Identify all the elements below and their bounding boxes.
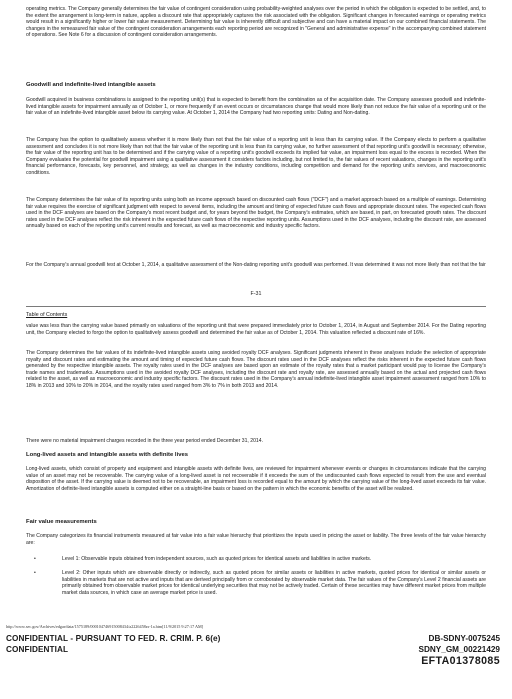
goodwill-paragraph-4: For the Company's annual goodwill test at October 1, 2014, a qualitative assessment of the Non-dating reporting unit's goodwill was performed. It was determined it was not more likely than not that the fair <box>26 262 486 268</box>
long-lived-paragraph: Long-lived assets, which consist of property and equipment and intangible assets with definite lives, are reviewed for impairment whenever events or changes in circumstances indicate that the carrying value of an asset may not be recoverable. The carrying value of a long-lived asset is not recoverable if it exceeds the sum of the undiscounted cash flows expected to result from the use and eventual disposition of the asset. If the carrying value is deemed not to be recoverable, an impairment loss is recorded equal to the amount by which the carrying value of the long-lived asset exceeds its fair value. Amortization of definite-lived intangible assets is computed either on a straight-line basis or based on the pattern in which the economic benefits of the asset will be realized. <box>26 466 486 492</box>
fair-value-heading: Fair value measurements <box>26 519 97 525</box>
goodwill-continued-paragraph: value was less than the carrying value based primarily on valuations of the reporting unit that were prepared immediately prior to October 1, 2014, in August and September 2014. For the Dating reporting unit, the Company elected to forgo the option to qualitatively assess goodwill and determined the fair value as of October 1, 2014. This valuation reflected a discount rate of 16%. <box>26 323 486 336</box>
bullet-mark: • <box>34 556 36 562</box>
table-of-contents-link[interactable]: Table of Contents <box>26 312 68 318</box>
goodwill-paragraph-1: Goodwill acquired in business combinations is assigned to the reporting unit(s) that is expected to benefit from the combination as of the acquisition date. The Company assesses goodwill and indefinite-lived intangible assets for impairment annually as of October 1, or more frequently if an event occurs or circumstances change that would more likely than not reduce the fair value of a reporting unit or the fair value of an indefinite-lived intangible asset below its carrying value. At October 1, 2014 the Company had two reporting units: Dating and Non-dating. <box>26 97 486 117</box>
doc-id-sdny-gm: SDNY_GM_00221429 <box>418 645 500 654</box>
fair-value-intro: The Company categorizes its financial instruments measured at fair value into a fair value hierarchy that prioritizes the inputs used in pricing the asset or liability. The three levels of the fair value hierarchy are: <box>26 533 486 546</box>
goodwill-paragraph-3: The Company determines the fair value of its reporting units using both an income approach based on discounted cash flows ("DCF") and a market approach based on a multiple of earnings. Determining fair value requires the exercise of significant judgment with respect to several items, including the amount and timing of expected future cash flows and appropriate discount rates. The expected cash flows used in the DCF analyses are based on the Company's most recent budget and, for years beyond the budget, the Company's estimates, which are based, in part, on forecasted growth rates. The discount rates used in the DCF analyses reflect the risk inherent in the expected future cash flows of the respective reporting units. Assumptions used in the DCF analyses, including the discount rate, are assessed annually based on each of the reporting unit's current results and forecast, as well as macroeconomic and industry specific factors. <box>26 197 486 230</box>
page-number: F-31 <box>250 291 262 297</box>
contingent-consideration-paragraph: operating metrics. The Company generally determines the fair value of contingent consideration using probability-weighted analyses over the period in which the obligation is expected to be settled, and, to the extent the arrangement is long-term in nature, applies a discount rate that appropriately captures the risk associated with the obligation. Significant changes in forecasted earnings or operating metrics would result in a significantly higher or lower fair value measurement. Determining fair value is inherently difficult and subjective and can have a material impact on our combined financial statements. The changes in the remeasured fair value of the contingent consideration arrangements each reporting period are recognized in "General and administrative expense" in the accompanying combined statement of operations. See Note 6 for a discussion of contingent consideration arrangements. <box>26 6 486 39</box>
long-lived-heading: Long-lived assets and intangible assets with definite lives <box>26 452 189 458</box>
confidential-label: CONFIDENTIAL <box>6 645 69 654</box>
goodwill-heading: Goodwill and indefinite-lived intangible assets <box>26 82 156 88</box>
doc-id-db-sdny: DB-SDNY-0075245 <box>428 634 500 643</box>
confidential-notice: CONFIDENTIAL - PURSUANT TO FED. R. CRIM. P. 6(e) <box>6 634 221 643</box>
bates-number: EFTA01378085 <box>421 655 500 667</box>
impairment-charges-paragraph: There were no material impairment charges recorded in the three year period ended December 31, 2014. <box>26 438 263 444</box>
bullet-mark: • <box>34 570 36 576</box>
level-1-text: Level 1: Observable inputs obtained from independent sources, such as quoted prices for identical assets and liabilities in active markets. <box>62 556 372 562</box>
page-divider <box>26 306 486 307</box>
indefinite-lived-paragraph: The Company determines the fair values of its indefinite-lived intangible assets using avoided royalty DCF analyses. Significant judgments inherent in these analyses include the selection of appropriate royalty and discount rates and estimating the amount and timing of expected future cash flows. The discount rates used in the DCF analyses reflect the risks inherent in the expected future cash flows generated by the respective intangible assets. The royalty rates used in the DCF analyses are based upon an estimate of the royalty rates that a market participant would pay to license the Company's trade names and trademarks. Assumptions used in the avoided royalty DCF analyses, including the discount rate and royalty rate, are assessed annually based on the actual and projected cash flows related to the asset, as well as macroeconomic and industry specific factors. The discount rates used in the Company's annual indefinite-lived intangible asset impairment assessment ranged from 10% to 18% in 2013 and 10% to 20% in 2014, and the royalty rates used ranged from 3% to 7% in both 2013 and 2014. <box>26 350 486 389</box>
goodwill-paragraph-2: The Company has the option to qualitatively assess whether it is more likely than not that the fair value of a reporting unit is less than its carrying value. If the Company elects to perform a qualitative assessment and concludes it is not more likely than not that the fair value of the reporting unit is less than its carrying value, no further assessment of that reporting unit's goodwill is necessary; otherwise, the fair value of the reporting unit has to be determined and if the carrying value of a reporting unit's goodwill exceeds its implied fair value, an impairment loss equal to the excess is recorded. When the Company evaluates the potential for goodwill impairment using a qualitative assessment it considers factors including, but not limited to, the fair values of recent valuations, changes in the reporting unit's financial performance, forecasts, key personnel, and strategy, as well as changes in the industry conditions, including competition and demand for the reporting unit's services, and macroeconomic conditions. <box>26 137 486 176</box>
source-url: http://www.sec.gov/Archives/edgar/data/1575189/000104746915008434/a2226458zs-1a.htm[11/9/2015 9:27:17 AM] <box>6 624 204 629</box>
level-2-text: Level 2: Other inputs which are observable directly or indirectly, such as quoted prices for similar assets or liabilities in active markets, quoted prices for identical or similar assets or liabilities in markets that are not active and inputs that are derived principally from or corroborated by observable market data. The fair values of the Company's Level 2 financial assets are primarily obtained from observable market prices for identical underlying securities that may not be actively traded. Certain of these securities may have different market prices from multiple market data sources, in which case an average market price is used. <box>62 570 486 596</box>
